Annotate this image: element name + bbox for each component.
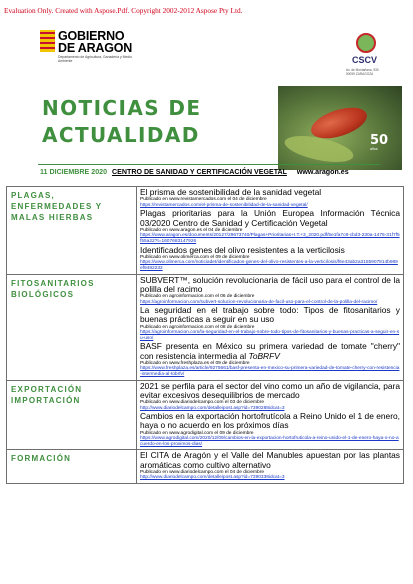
news-list (137, 380, 404, 450)
news-link[interactable]: https://agroinformacion.com/la-seguridad-en-el-trabajo-sobre-todo-tipos-de-fitosanitarios-y-buenas-practicas-a-seguir-en-su-uso/ (140, 330, 400, 341)
news-published: Publicado en www.aragon.es el 04 de diciembre (140, 227, 243, 233)
section-row (7, 380, 404, 450)
news-published: Publicado en agroinformacion.com el 08 de diciembre (140, 324, 255, 330)
news-headline: Identificados genes del olivo resistentes a la verticilosis (140, 244, 345, 255)
anniversary-badge (370, 134, 400, 164)
news-link[interactable]: https://agroinformacion.com/subvert-solucion-revolucionaria-de-facil-uso-para-el-control-de-la-polilla-del-racimo/ (140, 299, 378, 305)
dateline (40, 168, 349, 176)
section-name: CENTRO DE SANIDAD Y CERTIFICACIÓN VEGETAL (112, 168, 287, 176)
logo-title-line-1: GOBIERNO (58, 29, 125, 43)
news-table (6, 186, 404, 484)
news-headline: El CITA de Aragón y el Valle del Manubles apuestan por las plantas aromáticas como cultivo alternativo (140, 450, 400, 470)
section-row (7, 450, 404, 484)
news-list (137, 187, 404, 275)
anniversary-number: 50 (370, 133, 389, 148)
news-headline: Plagas prioritarias para la Unión Europea Información Técnica 03/2020 Centro de Sanidad y Certificación Vegetal (140, 208, 400, 228)
news-item (140, 412, 400, 447)
news-item (140, 188, 400, 208)
news-list (137, 274, 404, 380)
news-item (140, 306, 400, 341)
news-link[interactable]: https://revistamercados.com/el-prisma-de-sostenibilidad-de-la-sanidad-vegetal/ (140, 202, 308, 208)
news-headline: Cambios en la exportación hortofrutícola a Reino Unido el 1 de enero, haya o no acuerdo en los próximos días (140, 411, 400, 431)
category-label: FITOSANITARIOS BIOLÓGICOS (7, 274, 137, 380)
page-title (42, 95, 201, 149)
news-headline: El prisma de sostenibilidad de la sanidad vegetal (140, 187, 322, 197)
news-published: Publicado en www.olimerca.com el 09 de diciembre (140, 254, 250, 260)
cscv-address-line-2: 50059 ZARAGOZA (346, 72, 374, 76)
news-link[interactable]: https://www.freshplaza.es/article/9275661/basf-presenta-en-mexico-su-primera-variedad-de-tomate-cherry-con-resistencia-intermedia-al-tobrfv/ (140, 366, 400, 377)
anniversary-text: años (370, 147, 378, 151)
news-published: Publicado en www.revistamercados.com el 04 de diciembre (140, 197, 267, 203)
section-row (7, 187, 404, 275)
news-link[interactable]: https://www.aragon.es/documents/20127/29673740/Plagas+Prioritarias+I.T.+3_2020.pdf/5e1fa7c8-cbd3-230a-1475-31f7f5f55a22?t=1607683147926 (140, 233, 400, 244)
news-published: Publicado en www.freshplaza.es el 09 de diciembre (140, 360, 250, 366)
header-photo (278, 86, 402, 170)
cscv-label: CSCV (352, 55, 378, 65)
news-published: Publicado en www.diariodelcampo.com el 03 de diciembre (140, 399, 264, 405)
gobierno-de-aragon-logo (40, 30, 150, 72)
page-title-line-1: NOTICIAS DE (42, 96, 202, 120)
category-label: EXPORTACIÓN IMPORTACIÓN (7, 380, 137, 450)
news-published: Publicado en agroinformacion.com el 06 de diciembre (140, 293, 255, 299)
website-link[interactable]: www.aragon.es (296, 168, 349, 176)
news-item (140, 209, 400, 244)
news-published: Publicado en www.agrodigital.com el 09 de diciembre (140, 430, 254, 436)
section-row (7, 274, 404, 380)
news-link[interactable]: http://www.diariodelcampo.com/detalleipost.asp?id=7390338idcat=3 (140, 475, 285, 481)
news-item (140, 382, 400, 412)
news-headline-text: BASF presenta en México su primera variedad de tomate "cherry" con resistencia intermedia al (140, 341, 400, 361)
news-headline: SUBVERT™, solución revolucionaria de fácil uso para el control de la polilla del racimo (140, 274, 400, 294)
news-item (140, 342, 400, 377)
cscv-emblem-icon (356, 33, 376, 53)
category-label: PLAGAS, ENFERMEDADES Y MALAS HIERBAS (7, 187, 137, 275)
news-headline: La seguridad en el trabajo sobre todo: Tipos de fitosanitarios y buenas prácticas a seguir en su uso (140, 305, 400, 325)
evaluation-watermark: Evaluation Only. Created with Aspose.Pdf. Copyright 2002-2012 Aspose Pty Ltd. (4, 6, 243, 15)
page-title-line-2: ACTUALIDAD (42, 123, 200, 147)
category-label: FORMACIÓN (7, 450, 137, 484)
news-link[interactable]: https://www.agrodigital.com/2020/12/09/cambios-en-la-exportacion-hortofruticola-a-reino-unido-el-1-de-enero-haya-o-no-acuerdo-en-los-proximos-dias/ (140, 436, 399, 447)
news-headline-italic: ToBRFV (248, 350, 280, 361)
date-divider (38, 164, 380, 165)
news-published: Publicado en www.diariodelcampo.com el 04 de diciembre (140, 469, 264, 475)
aragon-flag-icon (40, 30, 55, 52)
cscv-logo (346, 33, 396, 76)
news-item (140, 246, 400, 272)
cscv-address-line-1: Av. de Montañana, 930 (346, 68, 379, 72)
logo-title-line-2: DE ARAGON (58, 41, 133, 55)
news-list (137, 450, 404, 484)
news-item (140, 451, 400, 481)
news-headline (140, 342, 400, 360)
logo-subtitle: Departamento de Agricultura, Ganadería y Medio Ambiente (58, 55, 132, 63)
issue-date: 11 DICIEMBRE 2020 (40, 168, 108, 176)
news-link[interactable]: https://www.olimerca.com/noticiadet/identificados-genes-del-olivo-resistentes-a-la-verticilosis/f6e43ab2a3155907814b989ef9482232 (140, 260, 398, 271)
news-headline: 2021 se perfila para el sector del vino como un año de vigilancia, para evitar excesivos desequilibrios de mercado (140, 380, 400, 400)
news-link[interactable]: http://www.diariodelcampo.com/detalleipost.asp?id=7390288idcat=3 (140, 405, 285, 411)
news-item (140, 276, 400, 306)
cscv-address (346, 68, 398, 76)
